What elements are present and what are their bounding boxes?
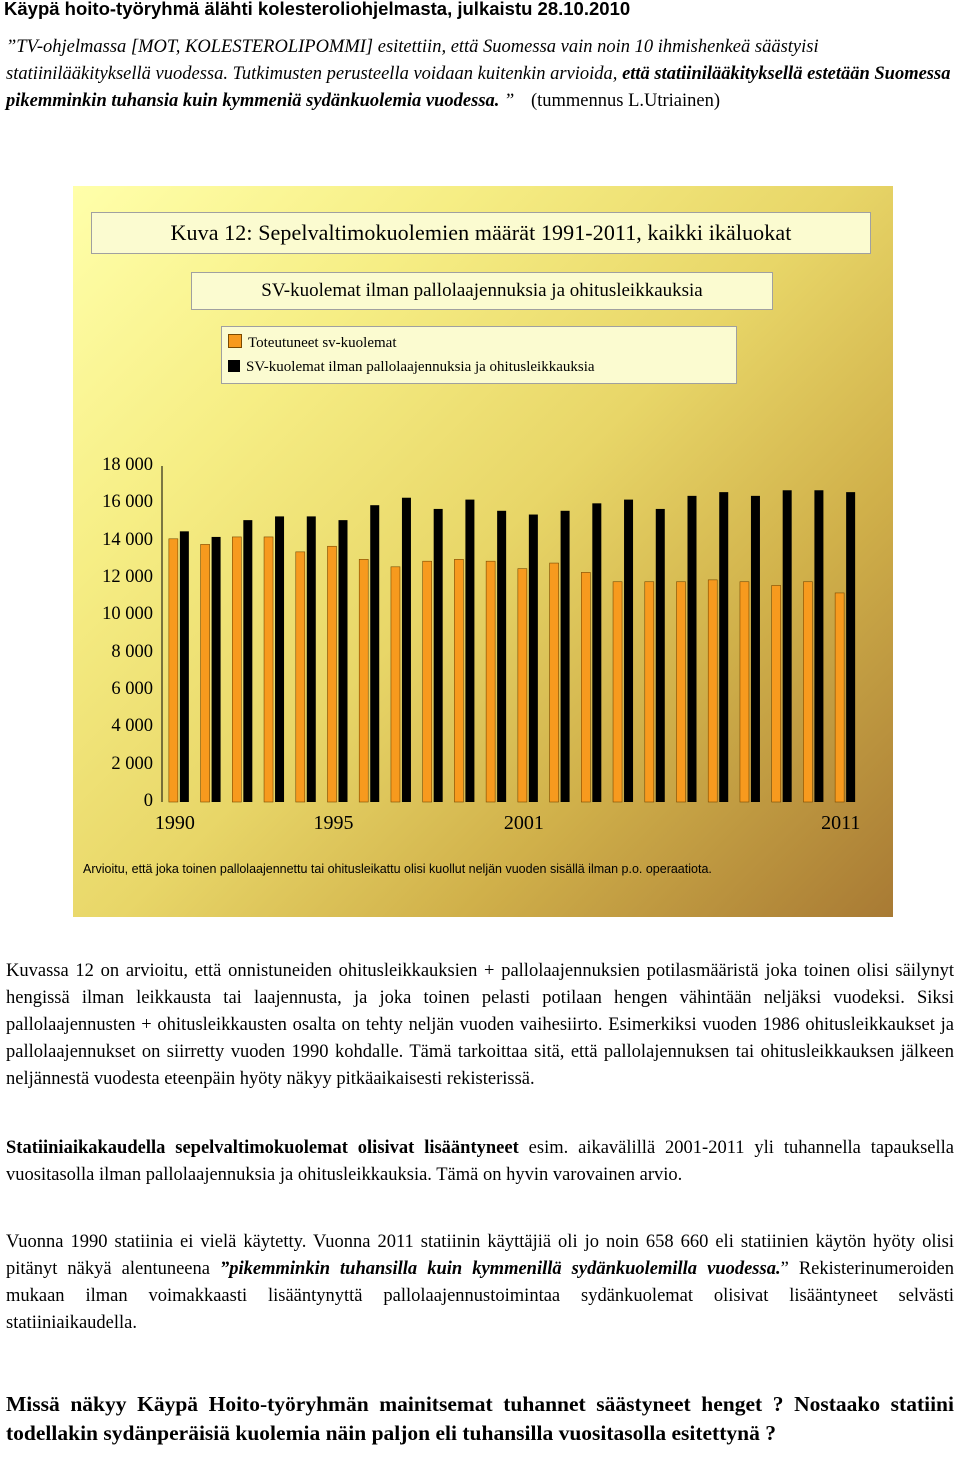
y-tick-label: 16 000 bbox=[102, 492, 153, 513]
bar-ilman-2000 bbox=[497, 511, 506, 802]
bar-toteutuneet-2010 bbox=[803, 582, 812, 802]
x-tick-label: 1990 bbox=[154, 812, 195, 834]
page-title: Käypä hoito-työryhmä älähti kolesteroliohjelmasta, julkaistu 28.10.2010 bbox=[4, 0, 631, 19]
quote-suffix: (tummennus L.Utriainen) bbox=[530, 91, 721, 111]
bar-toteutuneet-1999 bbox=[454, 559, 463, 802]
bar-ilman-2008 bbox=[751, 496, 760, 802]
legend-label: Toteutuneet sv-kuolemat bbox=[248, 335, 397, 351]
y-tick-label: 0 bbox=[143, 791, 153, 811]
bar-toteutuneet-2003 bbox=[581, 572, 590, 802]
y-tick-label: 10 000 bbox=[102, 604, 153, 625]
y-tick-label: 14 000 bbox=[102, 529, 153, 550]
y-tick-label: 18 000 bbox=[102, 455, 153, 475]
bar-ilman-2009 bbox=[783, 490, 792, 802]
bar-ilman-2004 bbox=[624, 500, 633, 802]
bar-toteutuneet-2009 bbox=[772, 585, 781, 802]
quote-plain: ”TV-ohjelmassa [MOT, KOLESTEROLIPOMMI] esitettiin, että Suomessa vain noin 10 ihmishenkeä säästyisi statiinilääkityksellä vuodessa. Tutkimusten perusteella voidaan kuitenkin arvioida, bbox=[6, 37, 819, 84]
y-tick-label: 2 000 bbox=[111, 753, 153, 774]
y-tick-label: 4 000 bbox=[111, 716, 153, 737]
bar-ilman-1992 bbox=[243, 520, 252, 802]
quote-paragraph bbox=[6, 34, 954, 115]
paragraph-2 bbox=[6, 1135, 954, 1189]
paragraph-3-c: ” Rekisterinumeroiden mukaan ilman voimakkaasti lisääntynyttä pallolaajennustoimintaa sydänkuolemat olisivat lisääntyneet selvästi statiiniaikaudella. bbox=[6, 1259, 954, 1333]
bar-toteutuneet-2005 bbox=[645, 582, 654, 802]
chart-note: Arvioitu, että joka toinen pallolaajennettu tai ohitusleikattu olisi kuollut neljän vuoden sisällä ilman p.o. operaatiota. bbox=[83, 862, 712, 876]
bar-toteutuneet-2007 bbox=[708, 580, 717, 802]
bar-ilman-1994 bbox=[307, 516, 316, 802]
bar-toteutuneet-1997 bbox=[391, 567, 400, 802]
chart-title: Kuva 12: Sepelvaltimokuolemien määrät 1991-2011, kaikki ikäluokat bbox=[91, 212, 871, 254]
quote-close: ” bbox=[499, 91, 515, 111]
y-tick-label: 8 000 bbox=[111, 641, 153, 662]
bar-ilman-2010 bbox=[814, 490, 823, 802]
bar-ilman-2003 bbox=[592, 503, 601, 802]
paragraph-3-a: Vuonna 1990 statiinia ei vielä käytetty. Vuonna 2011 statiinin käyttäjiä oli jo noin 658 660 eli statiinien käytön hyöty olisi pitänyt näkyä alentuneena bbox=[6, 1232, 954, 1279]
bar-ilman-2005 bbox=[656, 509, 665, 802]
quote-bold: että statiinilääkityksellä estetään Suomessa pikemminkin tuhansia kuin kymmeniä sydänkuolemia vuodessa. bbox=[6, 64, 951, 111]
bar-toteutuneet-2004 bbox=[613, 582, 622, 802]
bar-toteutuneet-1991 bbox=[201, 544, 210, 802]
bar-ilman-2011 bbox=[846, 492, 855, 802]
bar-toteutuneet-2000 bbox=[486, 561, 495, 802]
paragraph-2-bold: Statiiniaikakaudella sepelvaltimokuolemat olisivat lisääntyneet bbox=[6, 1138, 519, 1158]
bar-toteutuneet-2006 bbox=[677, 582, 686, 802]
bar-plot bbox=[73, 186, 893, 917]
paragraph-2-rest: esim. aikavälillä 2001-2011 yli tuhannella tapauksella vuositasolla ilman pallolaajennuksia ja ohitusleikkauksia. Tämä on hyvin varovainen arvio. bbox=[6, 1138, 954, 1185]
bar-ilman-1997 bbox=[402, 498, 411, 802]
paragraph-1: Kuvassa 12 on arvioitu, että onnistuneiden ohitusleikkauksien + pallolaajennuksien potilasmääristä joka toinen olisi säilynyt hengissä ilman leikkausta tai laajennusta, ja joka toinen pelasti potilaan hengen vähintään neljäksi vuodeksi. Siksi pallolaajennusten + ohitusleikkausten osalta on tehty neljän vuoden vaihesiirto. Esimerkiksi vuoden 1986 ohitusleikkaukset ja pallolaajennukset on siirretty vuoden 1990 kohdalle. Tämä tarkoittaa sitä, että pallolajennuksen tai ohitusleikkauksen jälkeen neljännestä vuodesta eteenpäin hyöty näkyy pitkäaikaisesti rekisterissä. bbox=[6, 961, 954, 1089]
chart-subtitle: SV-kuolemat ilman pallolaajennuksia ja ohitusleikkauksia bbox=[191, 272, 773, 310]
bar-ilman-1995 bbox=[339, 520, 348, 802]
bar-ilman-1993 bbox=[275, 516, 284, 802]
bar-toteutuneet-2001 bbox=[518, 569, 527, 802]
bar-ilman-2006 bbox=[688, 496, 697, 802]
x-tick-label: 1995 bbox=[313, 812, 354, 834]
y-tick-label: 6 000 bbox=[111, 679, 153, 699]
bar-ilman-1996 bbox=[370, 505, 379, 802]
bar-toteutuneet-1994 bbox=[296, 552, 305, 802]
bar-toteutuneet-2011 bbox=[835, 593, 844, 802]
paragraph-3-b: ”pikemminkin tuhansilla kuin kymmenillä sydänkuolemilla vuodessa. bbox=[220, 1259, 781, 1279]
paragraph-3 bbox=[6, 1229, 954, 1337]
legend-label: SV-kuolemat ilman pallolaajennuksia ja ohitusleikkauksia bbox=[246, 359, 595, 375]
bar-ilman-2001 bbox=[529, 515, 538, 802]
x-tick-label: 2011 bbox=[821, 812, 861, 834]
chart-figure bbox=[73, 186, 893, 917]
bar-toteutuneet-2008 bbox=[740, 582, 749, 802]
bar-ilman-2007 bbox=[719, 492, 728, 802]
closing-question: Missä näkyy Käypä Hoito-työryhmän mainitsemat tuhannet säästyneet henget ? Nostaako statiini todellakin sydänperäisiä kuolemia näin paljon eli tuhansilla vuositasolla esitettynä ? bbox=[6, 1392, 954, 1445]
bar-toteutuneet-2002 bbox=[550, 563, 559, 802]
bar-ilman-1999 bbox=[465, 500, 474, 802]
y-tick-label: 12 000 bbox=[102, 567, 153, 587]
x-tick-label: 2001 bbox=[503, 812, 544, 834]
bar-toteutuneet-1998 bbox=[423, 561, 432, 802]
bar-toteutuneet-1996 bbox=[359, 559, 368, 802]
bar-ilman-1991 bbox=[212, 537, 221, 802]
bar-ilman-1998 bbox=[434, 509, 443, 802]
bar-ilman-2002 bbox=[561, 511, 570, 802]
bar-toteutuneet-1995 bbox=[328, 546, 337, 802]
bar-ilman-1990 bbox=[180, 531, 189, 802]
bar-toteutuneet-1990 bbox=[169, 539, 178, 802]
bar-toteutuneet-1993 bbox=[264, 537, 273, 802]
bar-toteutuneet-1992 bbox=[232, 537, 241, 802]
